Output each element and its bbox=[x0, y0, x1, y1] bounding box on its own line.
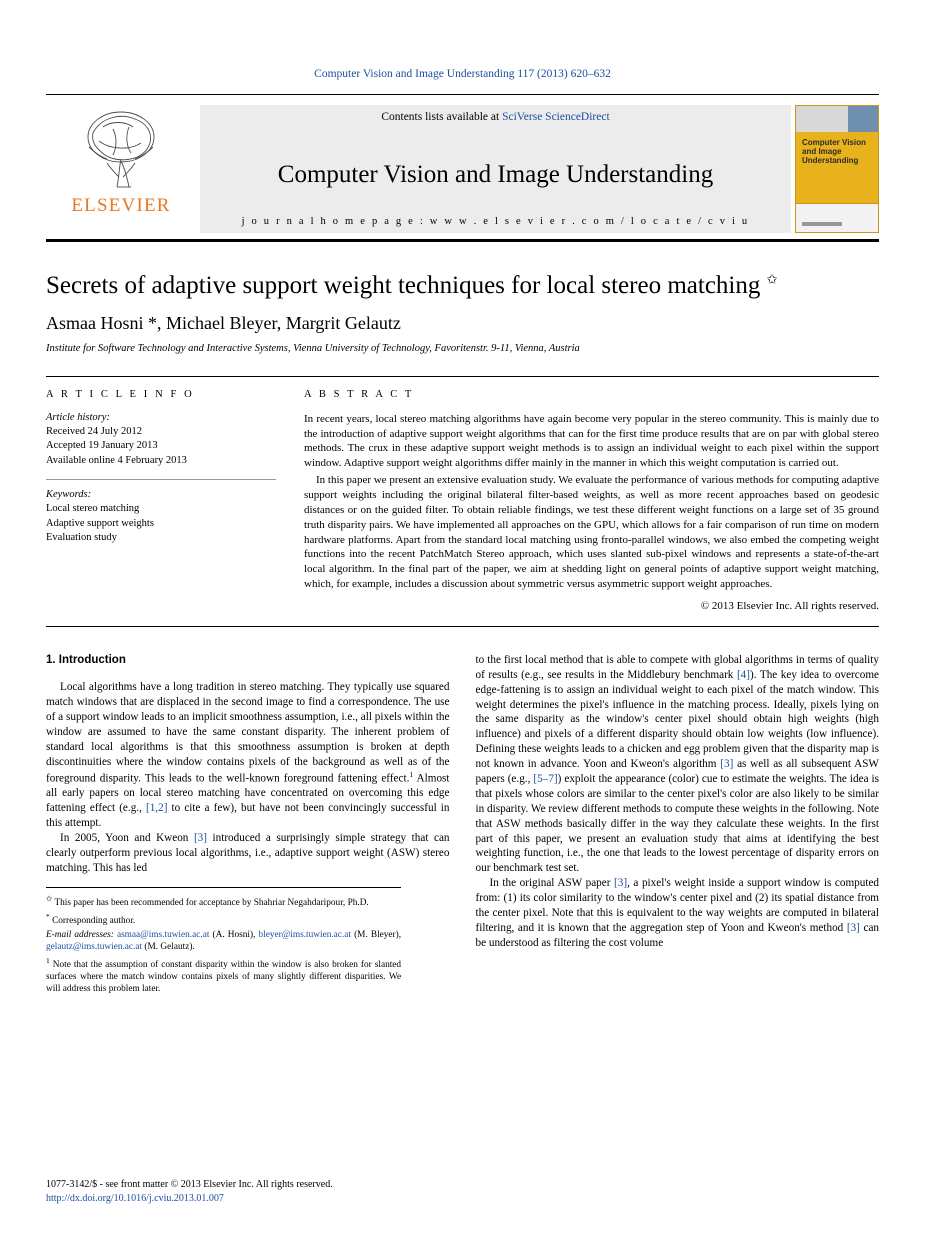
intro-paragraph-1 bbox=[46, 680, 450, 831]
email-link-gelautz[interactable]: gelautz@ims.tuwien.ac.at bbox=[46, 942, 143, 953]
intro-p2-a: In 2005, Yoon and Kweon bbox=[60, 831, 194, 844]
masthead-rule bbox=[46, 239, 879, 242]
footnote-marker-1[interactable]: 1 bbox=[409, 769, 414, 779]
info-and-abstract bbox=[46, 376, 879, 612]
right-p1-d: ) exploit the appearance (color) cue to estimate the weights. The idea is that pixels whose colors are similar to the center pixel's color are also likely to be similar in disparity. We review different methods to compute these weights in the following. Note that ASW methods basically differ in the way they calculate these weights. In the first part of this paper, we present an evaluation study that aims at identifying the best weighting function, i.e., the one that leads to the lowest percentage of disparity errors on our benchmark test set. bbox=[475, 773, 880, 875]
right-p1-c: as well as all subsequent ASW papers (e.g., bbox=[475, 758, 879, 785]
affiliation: Institute for Software Technology and Interactive Systems, Vienna University of Technology, Favoritenstr. 9-11, Vienna, Austria bbox=[46, 342, 580, 354]
article-info-heading: A R T I C L E I N F O bbox=[46, 388, 195, 400]
right-p1-b: ). The key idea to overcome edge-fattening is to assign an individual weight to each pixel of the match window. This weight determines the pixel's influence in the matching process. Ideally, pixels lying on the same disparity as the window's center pixel should obtain high weights (high influence) and pixels of a different disparity should obtain low weights (low influence). Defining these weights leads to a chicken and egg problem given that the disparity map is not known in advance. Yoon and Kweon's algorithm bbox=[475, 668, 880, 771]
paper-title-text: Secrets of adaptive support weight techniques for local stereo matching bbox=[46, 272, 761, 299]
citation-3-fourth[interactable]: [3] bbox=[846, 921, 860, 934]
cover-bottom-strip bbox=[796, 203, 878, 232]
info-divider bbox=[46, 479, 276, 480]
footnote-1 bbox=[46, 956, 401, 996]
journal-cover-thumbnail bbox=[795, 105, 879, 233]
intro-paragraph-2 bbox=[46, 831, 450, 876]
email-link-hosni[interactable]: asmaa@ims.tuwien.ac.at bbox=[116, 930, 210, 941]
email-owner-gelautz: (M. Gelautz). bbox=[144, 942, 195, 953]
abstract-copyright: © 2013 Elsevier Inc. All rights reserved. bbox=[700, 599, 879, 612]
footnote-corr-marker: * bbox=[46, 911, 50, 921]
email-label: E-mail addresses: bbox=[46, 930, 114, 941]
contents-available-line bbox=[200, 111, 791, 123]
footnote-star-text: This paper has been recommended for acceptance by Shahriar Negahdaripour, Ph.D. bbox=[54, 898, 369, 909]
footnote-star bbox=[46, 894, 401, 909]
right-paragraph-2 bbox=[476, 876, 880, 950]
abstract-column bbox=[304, 389, 879, 612]
journal-center-panel bbox=[200, 105, 791, 233]
elsevier-logo bbox=[46, 105, 196, 233]
issn-line: 1077-3142/$ - see front matter © 2013 Elsevier Inc. All rights reserved. bbox=[46, 1179, 333, 1190]
abstract-bottom-rule bbox=[46, 626, 879, 627]
history-online: Available online 4 February 2013 bbox=[46, 454, 187, 466]
email-owner-hosni: (A. Hosni), bbox=[212, 930, 256, 941]
keywords-label: Keywords: bbox=[46, 489, 92, 501]
citation-4[interactable]: [4] bbox=[736, 668, 750, 681]
right-p2-b: , a pixel's weight inside a support window is computed from: (1) its color similarity to the window's center pixel and (2) its spatial distance from the center pixel. Note that this is equivalent to the way weights are computed in bilateral filtering, and it is known that the aggregation step of Yoon and Kweon's method bbox=[475, 877, 880, 934]
keyword-item: Local stereo matching bbox=[46, 503, 140, 515]
intro-p2-b: introduced a surprisingly simple strategy that can clearly outperform previous local algorithms, i.e., adaptive support weight (ASW) stereo matching. This has led bbox=[46, 831, 450, 874]
citation-3[interactable]: [3] bbox=[193, 831, 207, 844]
footnote-1-text: Note that the assumption of constant disparity within the window is also broken for slanted surfaces where the match window contains pixels of many slightly different disparities. We will address this problem later. bbox=[46, 959, 402, 995]
page-footer bbox=[46, 1178, 333, 1206]
keyword-item: Evaluation study bbox=[46, 532, 117, 544]
footnote-emails bbox=[46, 929, 401, 954]
article-history-label: Article history: bbox=[46, 411, 110, 423]
citation-1-2[interactable]: [1,2] bbox=[145, 802, 168, 815]
history-received: Received 24 July 2012 bbox=[46, 425, 142, 437]
right-p1-a: to the first local method that is able to compete with global algorithms in terms of quality of results (e.g., see results in the Middlebury benchmark bbox=[475, 653, 879, 681]
abstract-paragraph-2: In this paper we present an extensive evaluation study. We evaluate the performance of various methods for computing adaptive support weights including the original bilateral filter-based weights, as well as more recent approaches based on geodesic distances or on the guided filter. To obtain reliable findings, we test these different weight functions on a large set of 35 ground truth disparity pairs. We have implemented all approaches on the GPU, which allows for a fair comparison of run time on modern hardware platforms. Apart from the standard local matching using fronto-parallel windows, we also embed the competing weight functions into the recent PatchMatch Stereo approach, which uses slanted sub-pixel windows and represents a state-of-the-art local algorithm. In the final part of the paper, we aim at shedding light on general points of adaptive support weight matching, which, for example, includes a discussion about symmetric versus asymmetric support weight approaches. bbox=[304, 474, 879, 591]
right-p2-c: can be understood as filtering the cost volume bbox=[475, 921, 879, 949]
history-accepted: Accepted 19 January 2013 bbox=[46, 440, 158, 452]
cover-image-block bbox=[848, 106, 878, 132]
citation-5-7[interactable]: [5–7] bbox=[533, 773, 558, 785]
title-block bbox=[46, 272, 879, 354]
article-info-column bbox=[46, 389, 276, 612]
body-columns bbox=[46, 653, 879, 998]
cover-bottom-bar bbox=[802, 222, 842, 226]
page-title bbox=[46, 272, 879, 301]
intro-p1-text: Local algorithms have a long tradition in stereo matching. They typically use squared match windows that are displaced in the second image to find a correspondence. The use of a support window leads to an implicit smoothness assumption, i.e., all pixels within the window are assumed to have the same constant disparity. The inherent problem of standard local algorithms is that this smoothness assumption is broken at depth discontinuities where the window contains pixels of the background as well as of the foreground disparity. This leads to the well-known foreground fattening effect. bbox=[46, 681, 450, 785]
author-list: Asmaa Hosni *, Michael Bleyer, Margrit Gelautz bbox=[46, 312, 401, 333]
footnote-corresponding bbox=[46, 912, 401, 927]
body-right-column bbox=[476, 653, 880, 998]
section-heading-introduction: 1. Introduction bbox=[46, 653, 126, 666]
abstract-heading: A B S T R A C T bbox=[304, 388, 414, 400]
right-p2-a: In the original ASW paper bbox=[489, 877, 615, 890]
abstract-paragraph-1: In recent years, local stereo matching algorithms have again become very popular in the stereo community. This is mainly due to the introduction of adaptive support weight algorithms that can for the first time produce results that are on par with global stereo methods. The crux in these adaptive support weight methods is to assign an individual weight to each pixel within the support window. Adaptive support weight algorithms differ mainly in the manner in which this weight computation is carried out. bbox=[304, 412, 879, 470]
email-owner-bleyer: (M. Bleyer), bbox=[354, 930, 402, 941]
footnote-1-marker: 1 bbox=[46, 955, 50, 965]
email-link-bleyer[interactable]: bleyer@ims.tuwien.ac.at bbox=[258, 930, 351, 941]
contents-prefix: Contents lists available at bbox=[381, 111, 503, 123]
citation-3-second[interactable]: [3] bbox=[720, 758, 734, 771]
cover-title-text: Computer Vision and Image Understanding bbox=[802, 138, 866, 166]
elsevier-wordmark: ELSEVIER bbox=[71, 195, 171, 216]
journal-reference: Computer Vision and Image Understanding 117 (2013) 620–632 bbox=[314, 68, 611, 80]
journal-masthead bbox=[46, 94, 879, 233]
intro-p1-cont: Almost all early papers on local stereo matching have concentrated on overcoming this edge fattening effect (e.g., bbox=[46, 772, 450, 815]
intro-p1-end: to cite a few), but have not been convincingly successful in this attempt. bbox=[46, 802, 450, 829]
sciencedirect-link[interactable]: SciVerse ScienceDirect bbox=[502, 111, 610, 123]
journal-homepage[interactable]: j o u r n a l h o m e p a g e : w w w . e l s e v i e r . c o m / l o c a t e / c v i u bbox=[241, 216, 750, 227]
journal-title: Computer Vision and Image Understanding bbox=[277, 160, 714, 188]
footnote-area bbox=[46, 887, 401, 995]
body-left-column bbox=[46, 653, 450, 998]
footnote-corr-text: Corresponding author. bbox=[52, 915, 136, 926]
footnote-star-marker: ✩ bbox=[46, 894, 53, 904]
title-footnote-marker[interactable]: ✩ bbox=[766, 271, 778, 287]
keyword-item: Adaptive support weights bbox=[46, 517, 154, 529]
right-paragraph-1 bbox=[476, 653, 880, 876]
doi-link[interactable]: http://dx.doi.org/10.1016/j.cviu.2013.01.007 bbox=[46, 1193, 224, 1204]
citation-3-third[interactable]: [3] bbox=[614, 877, 628, 890]
elsevier-tree-icon bbox=[73, 107, 169, 193]
